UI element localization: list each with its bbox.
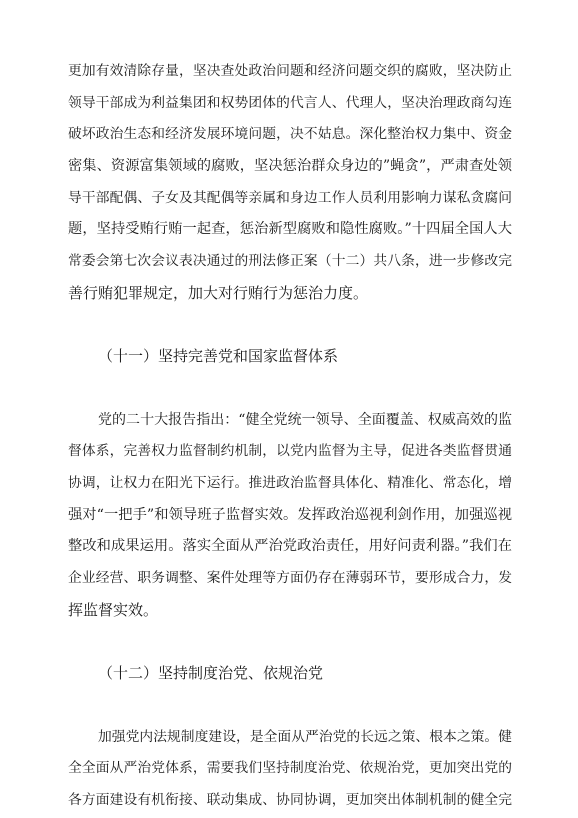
paragraph-line: 协调，让权力在阳光下运行。推进政治监督具体化、精准化、常态化，增	[68, 475, 512, 491]
paragraph-line: 挥监督实效。	[68, 601, 159, 619]
paragraph-line: 常委会第七次会议表决通过的刑法修正案（十二）共八条，进一步修改完	[68, 253, 512, 269]
paragraph-line: 破坏政治生态和经济发展环境问题，决不姑息。深化整治权力集中、资金	[68, 126, 512, 142]
paragraph-line: 强对“一把手”和领导班子监督实效。发挥政治巡视利剑作用，加强巡视	[68, 507, 512, 523]
section-heading-12: （十二）坚持制度治党、依规治党	[98, 664, 324, 682]
paragraph-line: 密集、资源富集领域的腐败，坚决惩治群众身边的”蝇贪”，严肃查处领	[68, 158, 512, 174]
paragraph-line: 题，坚持受贿行贿一起查，惩治新型腐败和隐性腐败。”十四届全国人大	[68, 221, 512, 237]
paragraph-line: 企业经营、职务调整、案件处理等方面仍存在薄弱环节，要形成合力，发	[68, 570, 512, 586]
paragraph-line: 更加有效清除存量，坚决查处政治问题和经济问题交织的腐败，坚决防止	[68, 63, 512, 79]
paragraph-line: 督体系，完善权力监督制约机制，以党内监督为主导，促进各类监督贯通	[68, 443, 512, 459]
paragraph-line: 党的二十大报告指出：“健全党统一领导、全面覆盖、权威高效的监	[98, 412, 512, 428]
paragraph-line: 加强党内法规制度建设，是全面从严治党的长远之策、根本之策。健	[98, 729, 512, 745]
paragraph-line: 导干部配偶、子女及其配偶等亲属和身边工作人员利用影响力谋私贪腐问	[68, 190, 512, 206]
paragraph-line: 领导干部成为利益集团和权势团体的代言人、代理人，坚决治理政商勾连	[68, 95, 512, 111]
paragraph-line: 整改和成果运用。落实全面从严治党政治责任，用好问责利器。”我们在	[68, 538, 512, 554]
section-heading-11: （十一）坚持完善党和国家监督体系	[98, 347, 339, 365]
paragraph-line: 全全面从严治党体系，需要我们坚持制度治党、依规治党，更加突出党的	[68, 760, 512, 776]
paragraph-line: 善行贿犯罪规定，加大对行贿行为惩治力度。	[68, 284, 369, 302]
paragraph-line: 各方面建设有机衔接、联动集成、协同协调，更加突出体制机制的健全完	[68, 792, 512, 808]
